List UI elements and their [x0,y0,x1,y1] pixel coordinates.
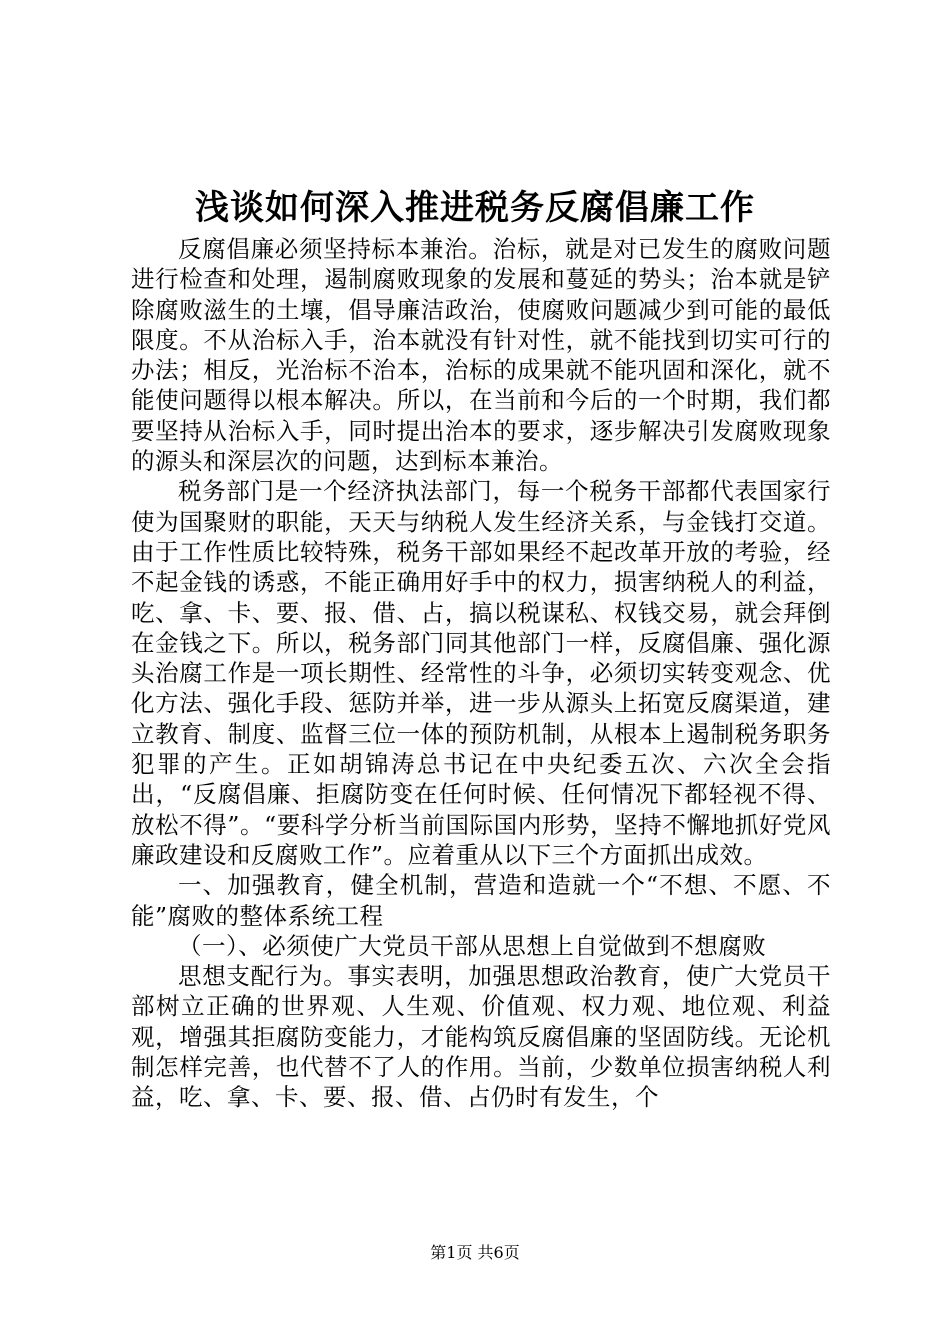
document-title: 浅谈如何深入推进税务反腐倡廉工作 [195,188,755,228]
document-body [131,234,831,1113]
subsection-heading-1: （一）、必须使广大党员干部从思想上自觉做到不想腐败 [178,931,767,960]
page-footer: 第1页 共6页 [430,1243,520,1262]
section-heading-1: 一、加强教育，健全机制，营造和造就一个“不想、不愿、不能”腐败的整体系统工程 [131,871,831,930]
paragraph-2: 税务部门是一个经济执法部门，每一个税务干部都代表国家行使为国聚财的职能，天天与纳税人发生经济关系，与金钱打交道。由于工作性质比较特殊，税务干部如果经不起改革开放的考验，经不起金钱的诱惑，不能正确用好手中的权力，损害纳税人的利益，吃、拿、卡、要、报、借、占，搞以税谋私、权钱交易，就会拜倒在金钱之下。所以，税务部门同其他部门一样，反腐倡廉、强化源头治腐工作是一项长期性、经常性的斗争，必须切实转变观念、优化方法、强化手段、惩防并举，进一步从源头上拓宽反腐渠道，建立教育、制度、监督三位一体的预防机制，从根本上遏制税务职务犯罪的产生。正如胡锦涛总书记在中央纪委五次、六次全会指出，“反腐倡廉、拒腐防变在任何时候、任何情况下都轻视不得、放松不得”。“要科学分析当前国际国内形势，坚持不懈地抓好党风廉政建设和反腐败工作”。应着重从以下三个方面抓出成效。 [131,477,831,869]
paragraph-1: 反腐倡廉必须坚持标本兼治。治标，就是对已发生的腐败问题进行检查和处理，遏制腐败现象的发展和蔓延的势头；治本就是铲除腐败滋生的土壤，倡导廉洁政治，使腐败问题减少到可能的最低限度。不从治标入手，治本就没有针对性，就不能找到切实可行的办法；相反，光治标不治本，治标的成果就不能巩固和深化，就不能使问题得以根本解决。所以，在当前和今后的一个时期，我们都要坚持从治标入手，同时提出治本的要求，逐步解决引发腐败现象的源头和深层次的问题，达到标本兼治。 [131,235,831,476]
paragraph-3: 思想支配行为。事实表明，加强思想政治教育，使广大党员干部树立正确的世界观、人生观、价值观、权力观、地位观、利益观，增强其拒腐防变能力，才能构筑反腐倡廉的坚固防线。无论机制怎样完善，也代替不了人的作用。当前，少数单位损害纳税人利益，吃、拿、卡、要、报、借、占仍时有发生，个 [131,962,831,1112]
